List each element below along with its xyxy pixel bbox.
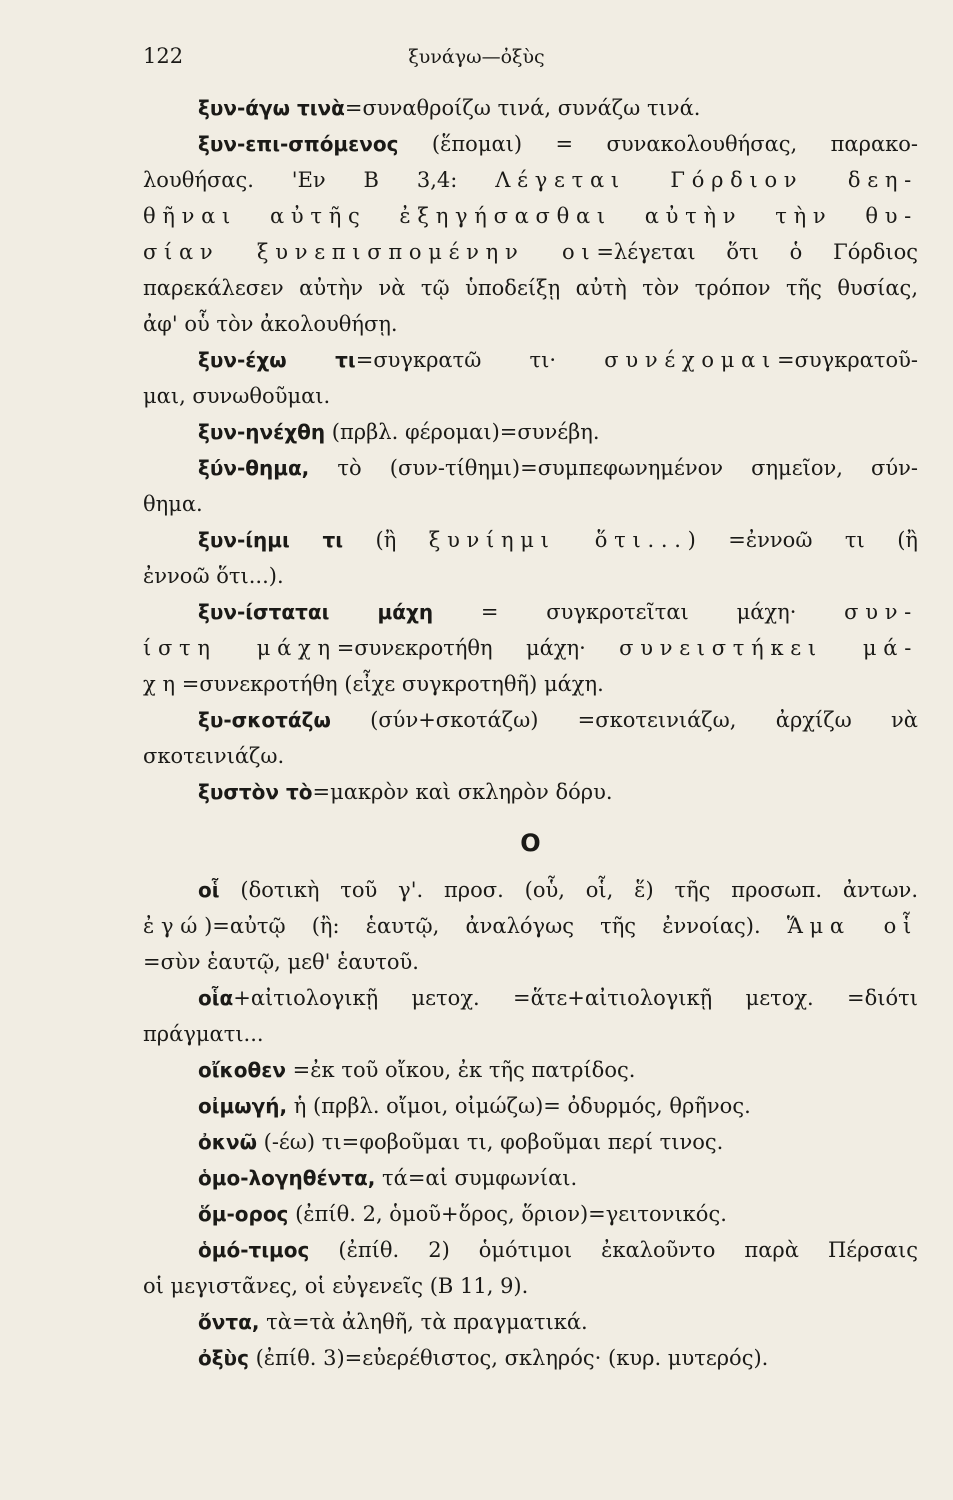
- spaced-quotation: σίαν ξυνεπισπομένην οι: [143, 240, 597, 264]
- text-run: τά=αἱ συμφωνίαι.: [375, 1166, 578, 1190]
- headword: ξυ-σκοτάζω: [198, 708, 331, 732]
- text-run: (σύν+σκοτάζω) =σκοτεινιάζω, ἀρχίζω νὰ: [330, 708, 918, 732]
- text-run: οἱ μεγιστᾶνες, οἱ εὐγενεῖς (Β 11, 9).: [143, 1274, 529, 1298]
- text-run: (δοτικὴ τοῦ γ'. προσ. (οὗ, οἷ, ἕ) τῆς προσωπ. ἀντων.: [219, 878, 918, 902]
- headword: ὁμό-τιμος: [198, 1238, 310, 1262]
- spaced-quotation: χη: [143, 672, 182, 696]
- text-run: μαι, συνωθοῦμαι.: [143, 384, 331, 408]
- text-run: =συγκρατοῦ-: [776, 348, 918, 372]
- text-run: )=αὐτῷ (ἢ: ἑαυτῷ, ἀναλόγως τῆς ἐννοίας).: [204, 914, 787, 938]
- headword: ὁμο-λογηθέντα,: [198, 1166, 376, 1190]
- text-run: =συναθροίζω τινά, συνάζω τινά.: [344, 96, 701, 120]
- headword: ξυστὸν τὸ: [198, 780, 313, 804]
- text-run: σκοτεινιάζω.: [143, 744, 285, 768]
- spaced-quotation: ίστη μάχη: [143, 636, 337, 660]
- text-line: [143, 450, 918, 486]
- headword: ξυν-ίσταται μάχη: [198, 600, 434, 624]
- text-run: (ἐπίθ. 2) ὁμότιμοι ἐκαλοῦντο παρὰ Πέρσαις: [309, 1238, 918, 1262]
- text-run: τὸ (συν-τίθημι)=συμπεφωνημένον σημεῖον, σύν-: [309, 456, 918, 480]
- text-line: [143, 162, 918, 198]
- text-line: [143, 414, 918, 450]
- headword: ξύν-θημα,: [198, 456, 310, 480]
- spaced-quotation: συνέχομαι: [604, 348, 777, 372]
- text-run: θημα.: [143, 492, 203, 516]
- headword: ὀξὺς: [198, 1346, 249, 1370]
- text-run: πράγματι...: [143, 1022, 264, 1046]
- text-run: =ἐκ τοῦ οἴκου, ἐκ τῆς πατρίδος.: [285, 1058, 636, 1082]
- text-line: [143, 342, 918, 378]
- text-line: [143, 1124, 918, 1160]
- text-run: λουθήσας. 'Εν Β 3,4:: [143, 168, 496, 192]
- text-line: [143, 198, 918, 234]
- spaced-quotation: συνειστήκει μά-: [619, 636, 918, 660]
- headword: ξυν-έχω τι: [198, 348, 356, 372]
- text-run: =συνεκροτήθη μάχη·: [336, 636, 620, 660]
- text-run: =λέγεται ὅτι ὁ Γόρδιος: [596, 240, 918, 264]
- text-line: [143, 270, 918, 306]
- page-number: 122: [143, 44, 184, 68]
- headword: ξυν-επι-σπόμενος: [198, 132, 399, 156]
- dictionary-entries: [143, 90, 918, 1376]
- text-line: [143, 486, 918, 522]
- text-line: [143, 234, 918, 270]
- text-run: (ἢ: [343, 528, 429, 552]
- text-run: (ἐπίθ. 2, ὁμοῦ+ὅρος, ὅριον)=γειτονικός.: [288, 1202, 727, 1226]
- spaced-quotation: Λέγεται Γόρδιον δεη-: [495, 168, 918, 192]
- headword: ὀκνῶ: [198, 1130, 257, 1154]
- text-run: =μακρὸν καὶ σκληρὸν δόρυ.: [312, 780, 613, 804]
- text-line: [143, 306, 918, 342]
- running-head: ξυνάγω—ὀξὺς: [408, 46, 545, 68]
- text-run: ) =ἐννοῶ τι (ἢ: [687, 528, 918, 552]
- text-line: [143, 702, 918, 738]
- text-line: [143, 1160, 918, 1196]
- headword: ὅμ-ορος: [198, 1202, 289, 1226]
- text-run: =συγκρατῶ τι·: [355, 348, 605, 372]
- text-run: ἐννοῶ ὅτι...).: [143, 564, 284, 588]
- text-line: [143, 1268, 918, 1304]
- text-run: παρεκάλεσεν αὐτὴν νὰ τῷ ὑποδείξῃ αὐτὴ τὸν τρόπον τῆς θυσίας,: [143, 276, 918, 300]
- spaced-quotation: Ἅμα οἷ: [786, 914, 918, 938]
- headword: οἷ: [198, 878, 220, 902]
- spaced-quotation: συν-: [844, 600, 918, 624]
- text-run: τὰ=τὰ ἀληθῆ, τὰ πραγματικά.: [259, 1310, 588, 1334]
- text-run: +αἰτιολογικῇ μετοχ. =ἅτε+αἰτιολογικῇ μετοχ. =διότι: [233, 986, 918, 1010]
- text-line: [143, 1052, 918, 1088]
- text-line: [143, 1304, 918, 1340]
- text-run: =συνεκροτήθη (εἶχε συγκροτηθῆ) μάχη.: [181, 672, 604, 696]
- headword: οἷα: [198, 986, 234, 1010]
- text-line: [143, 872, 918, 908]
- text-run: (ἐπίθ. 3)=εὐερέθιστος, σκληρός· (κυρ. μυτερός).: [248, 1346, 769, 1370]
- text-line: [143, 90, 918, 126]
- text-line: [143, 1088, 918, 1124]
- headword: ξυν-ηνέχθη: [198, 420, 326, 444]
- text-line: [143, 630, 918, 666]
- spaced-quotation: ξυνίημι ὅτι...: [428, 528, 688, 552]
- text-line: [143, 666, 918, 702]
- text-run: (πρβλ. φέρομαι)=συνέβη.: [325, 420, 600, 444]
- text-line: [143, 558, 918, 594]
- headword: ὄντα,: [198, 1310, 260, 1334]
- text-line: [143, 1016, 918, 1052]
- spaced-quotation: θῆναι αὐτῆς ἐξηγήσασθαι αὐτὴν τὴν θυ-: [143, 204, 918, 228]
- headword: ξυν-ίημι τι: [198, 528, 344, 552]
- text-run: =σὺν ἑαυτῷ, μεθ' ἑαυτοῦ.: [143, 950, 419, 974]
- text-line: [143, 908, 918, 944]
- text-run: ἀφ' οὗ τὸν ἀκολουθήσῃ.: [143, 312, 398, 336]
- text-line: [143, 944, 918, 980]
- text-line: [143, 522, 918, 558]
- text-line: [143, 1196, 918, 1232]
- text-line: [143, 774, 918, 810]
- text-line: [143, 126, 918, 162]
- text-line: [143, 594, 918, 630]
- headword: οἴκοθεν: [198, 1058, 286, 1082]
- spaced-quotation: ἐγώ: [143, 914, 205, 938]
- text-line: [143, 738, 918, 774]
- text-run: = συγκροτεῖται μάχη·: [433, 600, 845, 624]
- text-line: [143, 1340, 918, 1376]
- text-run: ἡ (πρβλ. οἴμοι, οἰμώζω)= ὀδυρμός, θρῆνος.: [287, 1094, 751, 1118]
- text-line: [143, 1232, 918, 1268]
- section-letter: Ο: [520, 829, 541, 857]
- headword: οἰμωγή,: [198, 1094, 288, 1118]
- text-run: (ἕπομαι) = συνακολουθήσας, παρακο-: [398, 132, 918, 156]
- text-line: [143, 378, 918, 414]
- headword: ξυν-άγω τινὰ: [198, 96, 345, 120]
- text-line: [143, 980, 918, 1016]
- text-run: (-έω) τι=φοβοῦμαι τι, φοβοῦμαι περί τινος.: [256, 1130, 724, 1154]
